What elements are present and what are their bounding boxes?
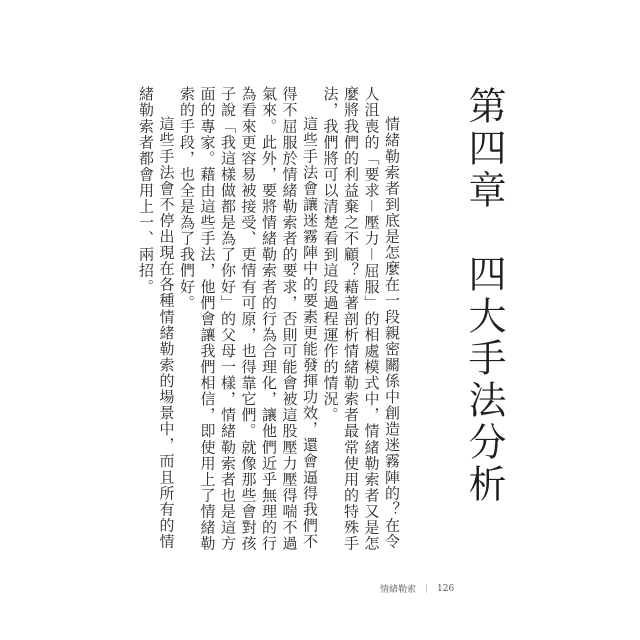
paragraph-3: 這些手法會不停出現在各種情緒勒索的場景中，而且所有的情緒勒索者都會用上一、兩招。 (137, 86, 176, 550)
running-title: 情緒勒索 (380, 585, 417, 595)
body-text (137, 86, 402, 556)
footer-separator: ｜ (422, 585, 432, 595)
page-number: 126 (437, 583, 455, 594)
page-footer (380, 582, 454, 595)
paragraph-2: 這些手法會讓迷霧陣中的要素更能發揮功效，還會逼得我們不得不屈服於情緒勒索者的要求，否則可能會被這股壓力壓得喘不過氣來。此外，要將情緒勒索者的行為合理化，讓他們近乎無理的行為看來更容易被接受、更情有可原，也得靠它們。就像那些會對孩子說「我這樣做都是為了你好」的父母一樣，情緒勒索者也是這方面的專家。藉由這些手法，他們會讓我們相信，即使用上了情緒勒索的手段，也全是為了我們好。 (178, 86, 319, 552)
paragraph-1: 情緒勒索者到底是怎麼在一段親密關係中創造迷霧陣的？在令人沮喪的「要求－壓力－屈服」的相處模式中，情緒勒索者又是怎麼將我們的利益棄之不顧？藉著剖析情緒勒索者最常使用的特殊手法，我們將可以清楚看到這段過程運作的情況。 (321, 86, 401, 552)
chapter-title: 第四章 四大手法分析 (462, 86, 506, 506)
